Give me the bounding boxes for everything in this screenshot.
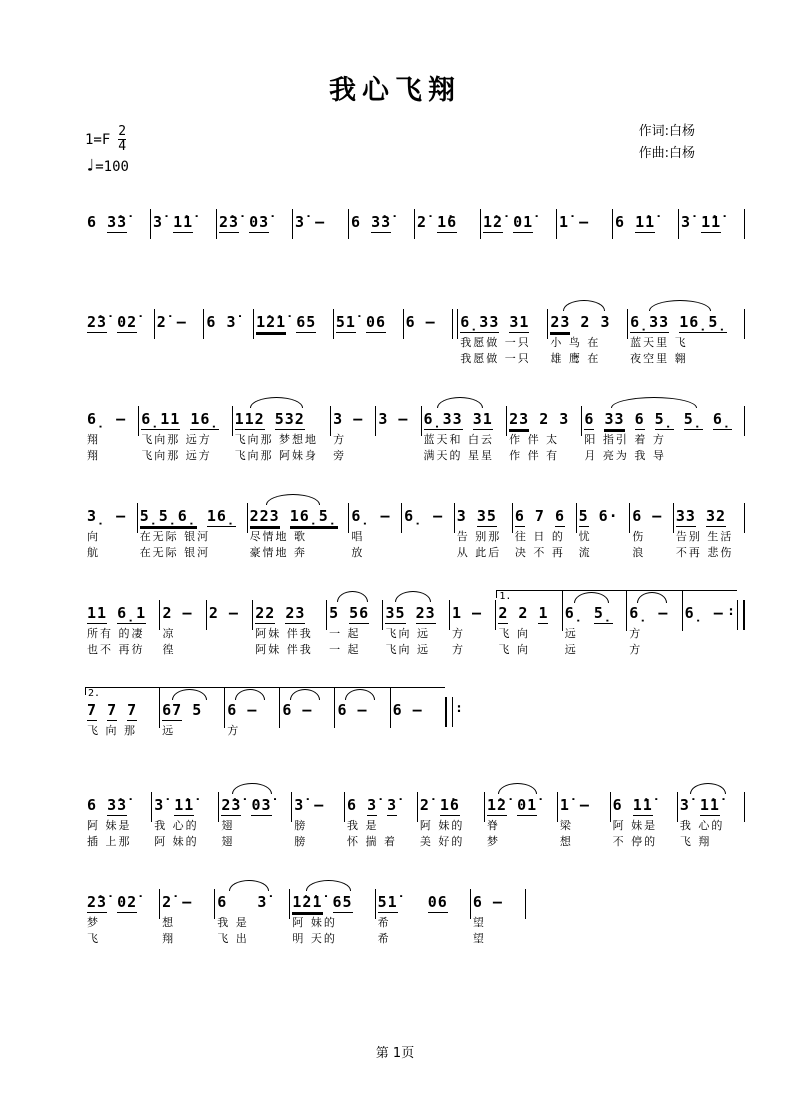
lyrics-verse2 xyxy=(336,351,393,367)
measure xyxy=(138,493,247,561)
notes: 5 56 xyxy=(329,604,370,622)
measure xyxy=(85,782,151,850)
quarter-note-icon: ♩ xyxy=(85,156,96,176)
music-line xyxy=(85,299,745,367)
notes: 11 6̣1 xyxy=(87,604,147,622)
lyrics-verse2: 放 xyxy=(351,546,365,559)
lyrics-verse2 xyxy=(404,545,444,561)
measure xyxy=(558,782,610,850)
lyrics-verse1: 我 是 xyxy=(217,916,249,929)
notes: 6 3̇ xyxy=(206,313,237,331)
measure xyxy=(422,396,507,464)
notes: 3̇ 1̇1̇ xyxy=(154,796,195,814)
notes: 3̇ – xyxy=(295,213,326,231)
volta-label: 1. xyxy=(499,591,512,602)
measure xyxy=(334,299,403,367)
music-line xyxy=(85,879,745,947)
lyrics-verse1 xyxy=(282,723,312,739)
lyrics-verse2: 插 上那 xyxy=(87,835,132,848)
measure xyxy=(627,590,681,658)
lyrics-verse1: 飞向那 梦想地 xyxy=(234,433,319,446)
measure xyxy=(418,782,484,850)
notes: 223 16̣5̣ xyxy=(249,507,338,525)
lyrics-verse1 xyxy=(209,626,242,642)
lyrics-verse1 xyxy=(378,432,410,448)
notes: 6 – xyxy=(405,313,436,331)
lyrics-verse1: 伤 xyxy=(632,530,646,543)
lyrics-verse2: 飞向那 阿妹身 xyxy=(234,449,319,462)
lyrics-verse2 xyxy=(209,642,242,658)
lyrics-verse2: 阿 妹的 xyxy=(154,835,199,848)
lyrics-verse1: 阳 指引 着 方 xyxy=(584,433,666,446)
measure xyxy=(139,396,231,464)
measure xyxy=(481,199,556,232)
measure xyxy=(674,493,744,561)
measure xyxy=(577,493,630,561)
lyrics-verse2 xyxy=(206,351,243,367)
measure xyxy=(349,493,401,561)
lyrics-verse2: 决 不 再 xyxy=(514,546,565,559)
lyrics-verse1: 梦 xyxy=(87,916,100,929)
lyrics-verse1: 阿 妹的 xyxy=(292,916,337,929)
music-line xyxy=(85,687,745,753)
lyrics-verse1: 我 是 xyxy=(347,819,379,832)
barline xyxy=(744,209,745,239)
notes: 3̇ 1̇1̇ xyxy=(153,213,194,231)
measure xyxy=(85,199,150,232)
notes: 1̇2̇ 01̇ xyxy=(483,213,534,231)
lyrics-verse1 xyxy=(393,723,423,739)
measure xyxy=(254,299,333,367)
lyrics-verse1: 凉 xyxy=(162,627,176,640)
notes: 6̣ – xyxy=(404,507,444,525)
measure xyxy=(155,299,204,367)
lyrics-verse2: 明 天的 xyxy=(292,932,337,945)
notes: 23 2 3 xyxy=(550,313,611,331)
lyrics-verse1: 翔 xyxy=(87,433,100,446)
measure xyxy=(563,590,626,658)
measure xyxy=(450,590,495,658)
time-signature xyxy=(118,125,126,154)
lyrics-verse2: 飞 翔 xyxy=(679,835,712,848)
volta-label: 2. xyxy=(88,688,101,699)
lyrics-verse2: 方 xyxy=(451,643,465,656)
music-line xyxy=(85,590,745,658)
lyrics-verse1: 往 日 的 xyxy=(514,530,565,543)
lyrics-verse1: 望 xyxy=(472,916,486,929)
time-denominator: 4 xyxy=(118,139,127,154)
lyrics-verse2: 雄 鹰 在 xyxy=(550,352,601,365)
lyrics-verse1 xyxy=(336,335,393,351)
notes: 51̇ 06 xyxy=(377,893,448,911)
measure xyxy=(513,493,576,561)
lyrics-verse2: 一 起 xyxy=(329,643,361,656)
notes: 6̣ 5̣ xyxy=(564,604,613,622)
measure xyxy=(679,199,744,232)
music-line xyxy=(85,493,745,561)
notes: 67 5 xyxy=(162,701,203,719)
measure xyxy=(248,493,349,561)
measure xyxy=(217,199,292,232)
notes: 1̇2̇ 01̇ xyxy=(487,796,538,814)
measure xyxy=(548,299,627,367)
notes: 2̇ – xyxy=(162,893,193,911)
lyrics-verse2: 梦 xyxy=(487,835,501,848)
lyrics-verse1: 梁 xyxy=(559,819,573,832)
measure xyxy=(293,199,348,232)
score-lines xyxy=(85,199,745,947)
measure xyxy=(85,590,159,658)
lyrics-verse2: 飞 xyxy=(87,932,100,945)
measure xyxy=(557,199,612,232)
notes: 7 7 7 xyxy=(87,701,138,719)
lyrics-verse1 xyxy=(206,335,243,351)
lyrics-verse1: 阿妹 伴我 xyxy=(255,627,313,640)
measure xyxy=(204,299,253,367)
lyrics-verse2 xyxy=(87,351,144,367)
notes: 1̇ – xyxy=(559,796,590,814)
measure xyxy=(613,199,678,232)
lyrics-verse2: 满天的 星星 xyxy=(423,449,495,462)
measure xyxy=(507,396,581,464)
measure xyxy=(225,687,279,739)
lyrics-verse1: 远 xyxy=(162,724,176,737)
notes: 6 33 6 5̣ 5̣ 6̣ xyxy=(584,410,732,428)
lyrics-verse1: 小 鸟 在 xyxy=(550,336,601,349)
lyrics-verse1: 方 xyxy=(227,724,241,737)
measure xyxy=(160,879,214,947)
notes: 6̣33 16̣5̣ xyxy=(630,313,728,331)
notes: 51̇ 06 xyxy=(335,313,386,331)
lyrics-verse1: 我 心的 xyxy=(679,819,725,832)
music-line xyxy=(85,782,745,850)
measure xyxy=(85,396,138,464)
notes: 2̇3̇ 02̇ xyxy=(87,313,138,331)
repeat-barline xyxy=(445,697,453,727)
lyrics-verse2: 飞向那 远方 xyxy=(141,449,212,462)
lyrics-verse2: 望 xyxy=(472,932,486,945)
lyrics-verse1: 方 xyxy=(333,433,347,446)
lyrics-verse1: 蓝天里 飞 xyxy=(630,336,688,349)
lyrics-verse1: 我 心的 xyxy=(154,819,199,832)
measure xyxy=(391,687,445,739)
notes: 6 – xyxy=(227,701,258,719)
lyrics-verse1: 飞 向 那 xyxy=(87,724,137,737)
lyrics-verse2: 怀 揣 着 xyxy=(347,835,397,848)
lyrics-verse1 xyxy=(157,335,194,351)
lyrics-verse2: 飞向 远 xyxy=(385,643,430,656)
lyrics-verse2: 飞 向 xyxy=(498,643,530,656)
barline xyxy=(744,406,745,436)
notes: 6 – xyxy=(472,893,503,911)
lyrics-verse1 xyxy=(404,529,444,545)
lyrics-verse1 xyxy=(256,335,323,351)
notes: 6 1̇1̇ xyxy=(612,796,653,814)
lyrics-verse2: 方 xyxy=(629,643,643,656)
barline xyxy=(744,309,745,339)
notes: 1̇ – xyxy=(559,213,590,231)
key-signature: 1=F xyxy=(85,131,111,148)
lyrics-verse1: 所有 的凄 xyxy=(87,627,145,640)
lyrics-verse2 xyxy=(378,448,410,464)
notes: 6̣33 31 xyxy=(460,313,530,331)
measure xyxy=(628,299,744,367)
lyrics-verse1: 忧 xyxy=(578,530,592,543)
tempo-value: =100 xyxy=(95,159,129,175)
lyrics-verse2: 月 亮为 我 导 xyxy=(584,449,666,462)
measure xyxy=(376,879,470,947)
page-number: 第 1页 xyxy=(375,1046,415,1061)
notes: 6 3̇3̇ xyxy=(351,213,392,231)
lyrics-verse1: 向 xyxy=(87,530,100,543)
measure xyxy=(253,590,326,658)
lyrics-verse1 xyxy=(337,723,367,739)
lyrics-verse2: 想 xyxy=(559,835,573,848)
lyrics-verse2: 翔 xyxy=(162,932,176,945)
measure xyxy=(402,493,454,561)
lyrics-verse2: 希 xyxy=(377,932,391,945)
music-line xyxy=(85,199,745,239)
barline xyxy=(744,503,745,533)
lyrics-verse1: 想 xyxy=(162,916,176,929)
time-numerator: 2 xyxy=(118,124,127,139)
notes: 3̇ 1̇1̇ xyxy=(679,796,720,814)
measure xyxy=(496,590,561,658)
measure xyxy=(383,590,448,658)
measure xyxy=(683,590,737,658)
lyrics-verse2: 阿妹 伴我 xyxy=(255,643,313,656)
lyrics-verse1: 阿 妹是 xyxy=(612,819,658,832)
notes: 6 – xyxy=(632,507,663,525)
lyrics-verse2: 豪情地 奔 xyxy=(249,546,308,559)
lyrics-verse1: 阿 妹的 xyxy=(419,819,465,832)
notes: 6̣ – xyxy=(351,507,391,525)
lyrics-verse2: 浪 xyxy=(632,546,646,559)
measure xyxy=(404,299,453,367)
measure xyxy=(215,879,289,947)
lyrics-verse1: 脊 xyxy=(487,819,501,832)
measure xyxy=(160,687,224,739)
notes: 6̣ – xyxy=(87,410,127,428)
lyrics-verse2: 飞 出 xyxy=(217,932,249,945)
notes: 1̇2̇1̇ 65 xyxy=(292,893,353,911)
notes: 6̣11 16̣ xyxy=(141,410,220,428)
song-title: 我心飞翔 xyxy=(329,75,461,106)
lyrics-verse1: 方 xyxy=(629,627,643,640)
lyrics-verse1: 希 xyxy=(377,916,391,929)
barline xyxy=(744,792,745,822)
lyrics-verse1: 我愿做 一只 xyxy=(460,336,531,349)
measure xyxy=(280,687,334,739)
measure xyxy=(85,687,159,739)
notes: 2̇ 1̇6 xyxy=(417,213,458,231)
lyrics-verse1: 方 xyxy=(451,627,465,640)
lyrics-verse1: 阿 妹是 xyxy=(87,819,132,832)
notes: 5 6· xyxy=(578,507,619,525)
lyrics-verse2: 航 xyxy=(87,546,100,559)
lyrics-verse2: 膀 xyxy=(294,835,308,848)
tempo-marking xyxy=(85,156,129,176)
lyrics-verse2 xyxy=(256,351,323,367)
measure xyxy=(233,396,331,464)
measure xyxy=(327,590,382,658)
lyrics-verse1: 飞向 远 xyxy=(385,627,430,640)
measure xyxy=(582,396,744,464)
lyrics-verse2: 在无际 银河 xyxy=(139,546,211,559)
repeat-barline xyxy=(737,600,745,630)
key-signature-block xyxy=(85,125,129,176)
notes: 2 – xyxy=(162,604,193,622)
notes: 22 23 xyxy=(255,604,306,622)
music-line xyxy=(85,396,745,464)
notes: 1 – xyxy=(451,604,483,622)
lyrics-verse2: 流 xyxy=(578,546,592,559)
measure xyxy=(349,199,414,232)
lyricist-credit: 作词:白杨 xyxy=(638,124,695,139)
notes: 3̣ – xyxy=(87,507,127,525)
notes: 33 32 xyxy=(675,507,727,525)
notes: 6̣33 31 xyxy=(423,410,493,428)
lyrics-verse2: 美 好的 xyxy=(419,835,465,848)
notes: 6̣ – xyxy=(684,604,724,622)
lyrics-verse2: 也不 再彷 xyxy=(87,643,145,656)
lyrics-verse2: 翅 xyxy=(221,835,235,848)
measure xyxy=(678,782,744,850)
measure xyxy=(415,199,480,232)
lyrics-verse2: 我愿做 一只 xyxy=(460,352,531,365)
lyrics-verse2: 不再 悲伤 xyxy=(675,546,734,559)
composer-credit: 作曲:白杨 xyxy=(638,146,695,161)
notes: 6 3̇ 3̇ xyxy=(347,796,398,814)
notes: 2̇ 1̇6 xyxy=(419,796,460,814)
lyrics-verse1: 告 别那 xyxy=(456,530,502,543)
measure xyxy=(335,687,389,739)
measure xyxy=(611,782,677,850)
notes: 6̣ – xyxy=(629,604,669,622)
lyrics-verse2: 作 伴 有 xyxy=(509,449,560,462)
measure xyxy=(345,782,417,850)
measure xyxy=(376,396,420,464)
lyrics-verse1: 飞向那 远方 xyxy=(141,433,212,446)
page-footer xyxy=(0,1042,790,1061)
credits-block xyxy=(639,121,695,165)
lyrics-verse1: 告别 生活 xyxy=(675,530,734,543)
notes: 6 7 6 xyxy=(514,507,565,525)
lyrics-verse1: 唱 xyxy=(351,530,365,543)
notes: 6 – xyxy=(392,701,423,719)
notes: 6 3̇3̇ xyxy=(87,796,128,814)
lyrics-verse1: 一 起 xyxy=(329,627,361,640)
measure xyxy=(471,879,525,947)
notes: 6 1̇1̇ xyxy=(615,213,656,231)
lyrics-verse2: 翔 xyxy=(87,449,100,462)
measure xyxy=(207,590,252,658)
lyrics-verse2: 夜空里 翱 xyxy=(630,352,688,365)
notes: 5̣5̣6̣ 16̣ xyxy=(139,507,236,525)
measure xyxy=(455,493,512,561)
lyrics-verse2: 旁 xyxy=(333,449,347,462)
notes: 1̇2̇1̇ 65 xyxy=(256,313,317,331)
notes: 23 2 3 xyxy=(509,410,570,428)
notes: 2 2 1 xyxy=(498,604,549,622)
measure xyxy=(160,590,205,658)
measure xyxy=(219,782,291,850)
notes: 6 – xyxy=(282,701,313,719)
notes: 6 3̇3̇ xyxy=(87,213,128,231)
lyrics-verse2: 徨 xyxy=(162,643,176,656)
measure xyxy=(151,199,216,232)
lyrics-verse2: 从 此后 xyxy=(456,546,502,559)
measure xyxy=(85,299,154,367)
measure xyxy=(485,782,557,850)
notes: 2 – xyxy=(208,604,239,622)
lyrics-verse1 xyxy=(87,335,144,351)
notes: 3 – xyxy=(378,410,409,428)
lyrics-verse1: 膀 xyxy=(294,819,308,832)
notes: 6 – xyxy=(337,701,368,719)
key-time-line xyxy=(85,125,129,154)
lyrics-verse1: 翅 xyxy=(221,819,235,832)
measure xyxy=(458,299,547,367)
notes: 3 – xyxy=(333,410,364,428)
notes: 2̇ – xyxy=(156,313,187,331)
measure xyxy=(331,396,375,464)
notes: 35 23 xyxy=(385,604,436,622)
lyrics-verse1 xyxy=(406,335,443,351)
lyrics-verse1: 尽情地 歌 xyxy=(249,530,308,543)
notes: 3 35 xyxy=(456,507,497,525)
lyrics-verse1 xyxy=(685,626,727,642)
measure xyxy=(85,493,137,561)
lyrics-verse2: 不 停的 xyxy=(612,835,658,848)
notes: 2̇3̇ 02̇ xyxy=(87,893,138,911)
lyrics-verse2 xyxy=(157,351,194,367)
lyrics-verse1: 蓝天和 白云 xyxy=(423,433,495,446)
lyrics-verse1: 作 伴 太 xyxy=(509,433,560,446)
notes: 2̇3̇ 03̇ xyxy=(219,213,270,231)
measure xyxy=(630,493,673,561)
lyrics-verse2 xyxy=(685,642,727,658)
measure xyxy=(290,879,374,947)
measure xyxy=(152,782,218,850)
lyrics-verse1: 飞 向 xyxy=(498,627,530,640)
measure xyxy=(292,782,344,850)
lyrics-verse2: 远 xyxy=(564,643,578,656)
notes: 3̇ – xyxy=(294,796,325,814)
barline xyxy=(525,889,526,919)
notes: 2̇3̇ 03̇ xyxy=(221,796,272,814)
lyrics-verse1: 在无际 银河 xyxy=(139,530,211,543)
lyrics-verse1: 远 xyxy=(564,627,578,640)
meta-row xyxy=(0,125,790,195)
notes: 6 3̇ xyxy=(217,893,268,911)
notes: 3̇ 1̇1̇ xyxy=(681,213,722,231)
notes: 112 532 xyxy=(234,410,305,428)
lyrics-verse2 xyxy=(406,351,443,367)
measure xyxy=(85,879,159,947)
